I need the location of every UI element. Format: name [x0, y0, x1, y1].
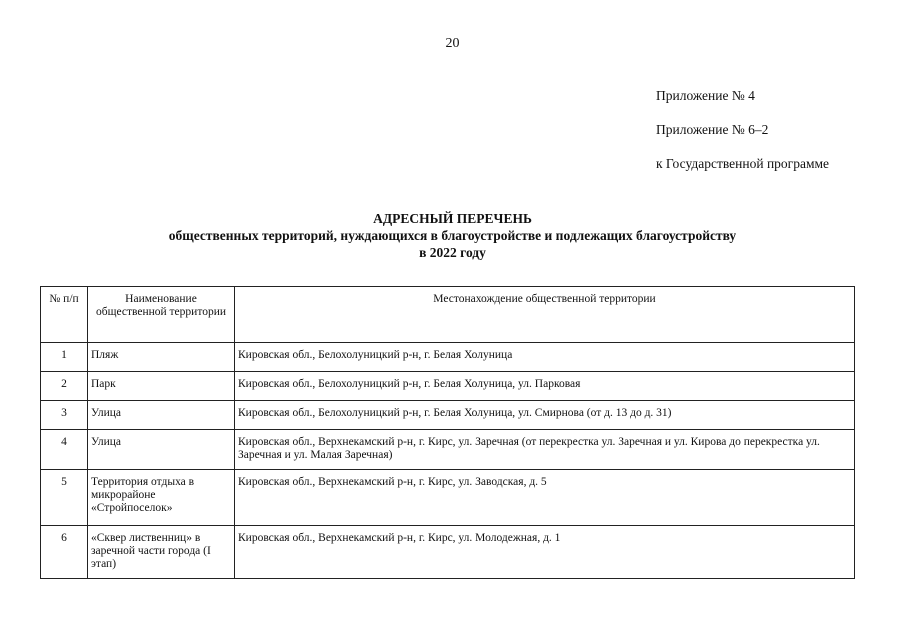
title-line-1: АДРЕСНЫЙ ПЕРЕЧЕНЬ [373, 211, 532, 226]
row-location: Кировская обл., Белохолуницкий р-н, г. Белая Холуница, ул. Парковая [235, 372, 855, 401]
page-number: 20 [445, 36, 460, 51]
row-name: «Сквер лиственниц» в заречной части города (I этап) [88, 526, 235, 579]
table-row [41, 526, 855, 579]
row-name: Улица [88, 401, 235, 430]
appendix-line-2: Приложение № 6–2 [656, 122, 769, 137]
row-location: Кировская обл., Белохолуницкий р-н, г. Белая Холуница, ул. Смирнова (от д. 13 до д. 31) [235, 401, 855, 430]
document-title [0, 210, 905, 261]
row-name: Пляж [88, 343, 235, 372]
table-row [41, 470, 855, 526]
address-table [40, 286, 855, 579]
row-name: Парк [88, 372, 235, 401]
row-number: 5 [41, 470, 88, 526]
row-number: 4 [41, 430, 88, 470]
table-row [41, 401, 855, 430]
row-number: 2 [41, 372, 88, 401]
header-name: Наименование общественной территории [88, 287, 235, 343]
row-name: Территория отдыха в микрорайоне «Стройпоселок» [88, 470, 235, 526]
row-location: Кировская обл., Верхнекамский р-н, г. Кирс, ул. Молодежная, д. 1 [235, 526, 855, 579]
table-row [41, 343, 855, 372]
header-number: № п/п [41, 287, 88, 343]
row-number: 3 [41, 401, 88, 430]
appendix-line-1: Приложение № 4 [656, 88, 755, 103]
appendix-line-3: к Государственной программе [656, 156, 830, 171]
row-location: Кировская обл., Верхнекамский р-н, г. Кирс, ул. Заводская, д. 5 [235, 470, 855, 526]
row-location: Кировская обл., Верхнекамский р-н, г. Кирс, ул. Заречная (от перекрестка ул. Заречная и ул. Кирова до перекрестка ул. Заречная и ул. Малая Заречная) [235, 430, 855, 470]
title-line-2: общественных территорий, нуждающихся в благоустройстве и подлежащих благоустройству [168, 228, 737, 243]
row-location: Кировская обл., Белохолуницкий р-н, г. Белая Холуница [235, 343, 855, 372]
table-row [41, 430, 855, 470]
table-row [41, 372, 855, 401]
table-header-row [41, 287, 855, 343]
row-number: 1 [41, 343, 88, 372]
row-name: Улица [88, 430, 235, 470]
title-line-3: в 2022 году [419, 245, 486, 260]
row-number: 6 [41, 526, 88, 579]
header-location: Местонахождение общественной территории [235, 287, 855, 343]
